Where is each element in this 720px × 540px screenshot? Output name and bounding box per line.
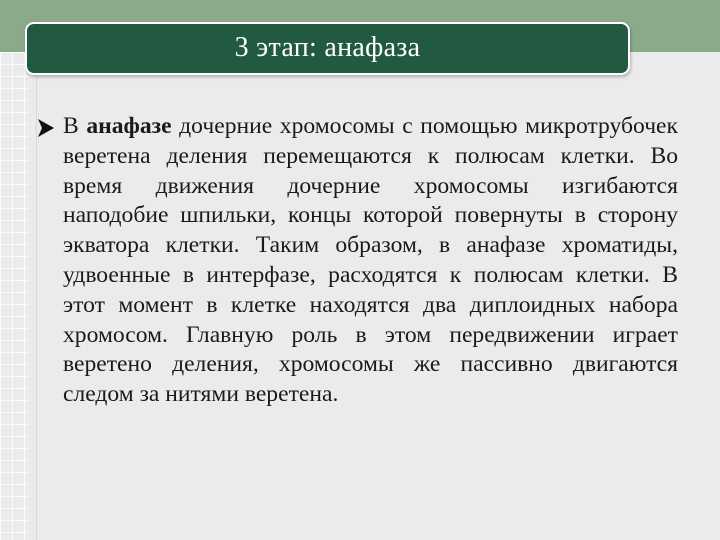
bullet-body: дочерние хромосомы с помощью микротрубочек веретена деления перемещаются к полюсам клетки. Во время движения дочерние хромосомы изгибаются наподобие шпильки, концы которой повернуты в сторону экватора клетки. Таким образом, в анафазе хроматиды, удвоенные в интерфазе, расходятся к полюсам клетки. В этот момент в клетке находятся два диплоидных набора хромосом. Главную роль в этом передвижении играет веретено деления, хромосомы же пассивно двигаются следом за нитями веретена. xyxy=(63,113,678,408)
decorative-grid xyxy=(0,52,28,540)
bullet-paragraph xyxy=(63,112,678,410)
slide-title: 3 этап: анафаза xyxy=(234,32,421,63)
bold-term: анафазе xyxy=(86,113,172,139)
slide-title-box xyxy=(25,22,630,75)
arrow-chevron-bullet-icon xyxy=(36,116,56,140)
bullet-lead: В xyxy=(63,113,87,139)
slide-content xyxy=(36,112,682,410)
